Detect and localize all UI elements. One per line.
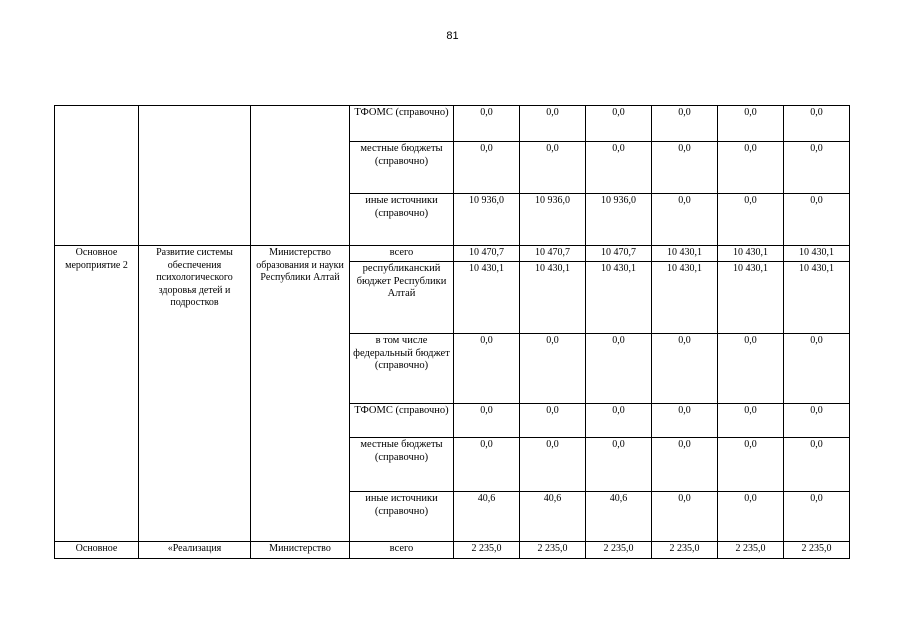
funding-value: 0,0 xyxy=(652,438,718,492)
funding-source: ТФОМС (справочно) xyxy=(350,106,454,142)
executor-cell-empty xyxy=(251,106,350,246)
funding-value: 0,0 xyxy=(652,492,718,542)
funding-value: 0,0 xyxy=(454,142,520,194)
activity-executor: Министерство xyxy=(251,542,350,559)
funding-source: местные бюджеты (справочно) xyxy=(350,438,454,492)
funding-value: 0,0 xyxy=(718,492,784,542)
table-row xyxy=(55,246,850,262)
funding-value: 0,0 xyxy=(586,106,652,142)
funding-value: 2 235,0 xyxy=(718,542,784,559)
activity-name: Основное xyxy=(55,542,139,559)
funding-value: 10 936,0 xyxy=(520,194,586,246)
funding-value: 0,0 xyxy=(784,334,850,404)
funding-value: 0,0 xyxy=(718,438,784,492)
funding-value: 0,0 xyxy=(652,106,718,142)
funding-value: 10 430,1 xyxy=(718,246,784,262)
table-row xyxy=(55,106,850,142)
funding-value: 2 235,0 xyxy=(652,542,718,559)
funding-value: 0,0 xyxy=(586,334,652,404)
funding-value: 0,0 xyxy=(784,404,850,438)
funding-source: республиканский бюджет Республики Алтай xyxy=(350,262,454,334)
funding-value: 0,0 xyxy=(718,106,784,142)
funding-value: 0,0 xyxy=(586,142,652,194)
activity-title: «Реализация xyxy=(139,542,251,559)
title-cell-empty xyxy=(139,106,251,246)
funding-source: в том числе федеральный бюджет (справочно) xyxy=(350,334,454,404)
activity-cell-empty xyxy=(55,106,139,246)
funding-source: иные источники (справочно) xyxy=(350,194,454,246)
funding-source: всего xyxy=(350,246,454,262)
funding-value: 0,0 xyxy=(520,438,586,492)
funding-value: 10 430,1 xyxy=(520,262,586,334)
funding-value: 0,0 xyxy=(520,106,586,142)
funding-value: 40,6 xyxy=(520,492,586,542)
funding-value: 40,6 xyxy=(586,492,652,542)
funding-value: 10 470,7 xyxy=(454,246,520,262)
funding-value: 0,0 xyxy=(784,492,850,542)
funding-value: 10 936,0 xyxy=(586,194,652,246)
funding-value: 0,0 xyxy=(718,142,784,194)
activity-executor: Министерство образования и науки Республики Алтай xyxy=(251,246,350,542)
funding-value: 0,0 xyxy=(652,404,718,438)
funding-value: 0,0 xyxy=(454,334,520,404)
funding-source: ТФОМС (справочно) xyxy=(350,404,454,438)
funding-value: 10 430,1 xyxy=(652,262,718,334)
funding-value: 0,0 xyxy=(454,106,520,142)
table-row xyxy=(55,542,850,559)
funding-value: 0,0 xyxy=(652,334,718,404)
funding-value: 2 235,0 xyxy=(784,542,850,559)
funding-value: 10 430,1 xyxy=(586,262,652,334)
funding-value: 0,0 xyxy=(454,404,520,438)
funding-value: 0,0 xyxy=(718,404,784,438)
funding-value: 10 430,1 xyxy=(454,262,520,334)
funding-value: 0,0 xyxy=(586,438,652,492)
funding-value: 10 430,1 xyxy=(652,246,718,262)
page-number: 81 xyxy=(446,30,459,42)
funding-value: 0,0 xyxy=(520,334,586,404)
funding-value: 10 430,1 xyxy=(784,262,850,334)
funding-source: местные бюджеты (справочно) xyxy=(350,142,454,194)
funding-value: 0,0 xyxy=(784,438,850,492)
funding-value: 0,0 xyxy=(520,142,586,194)
funding-value: 40,6 xyxy=(454,492,520,542)
funding-value: 2 235,0 xyxy=(520,542,586,559)
funding-value: 0,0 xyxy=(454,438,520,492)
funding-value: 2 235,0 xyxy=(454,542,520,559)
activity-title: Развитие системы обеспечения психологического здоровья детей и подростков xyxy=(139,246,251,542)
funding-value: 2 235,0 xyxy=(586,542,652,559)
funding-value: 10 936,0 xyxy=(454,194,520,246)
funding-value: 10 470,7 xyxy=(520,246,586,262)
funding-value: 10 430,1 xyxy=(784,246,850,262)
funding-source: иные источники (справочно) xyxy=(350,492,454,542)
funding-value: 0,0 xyxy=(784,142,850,194)
financing-table xyxy=(54,105,850,559)
funding-value: 0,0 xyxy=(586,404,652,438)
funding-value: 0,0 xyxy=(784,194,850,246)
funding-value: 0,0 xyxy=(652,194,718,246)
funding-value: 0,0 xyxy=(652,142,718,194)
funding-value: 0,0 xyxy=(784,106,850,142)
funding-value: 0,0 xyxy=(520,404,586,438)
activity-name: Основное мероприятие 2 xyxy=(55,246,139,542)
funding-value: 0,0 xyxy=(718,334,784,404)
funding-value: 10 430,1 xyxy=(718,262,784,334)
funding-value: 10 470,7 xyxy=(586,246,652,262)
funding-value: 0,0 xyxy=(718,194,784,246)
funding-source: всего xyxy=(350,542,454,559)
